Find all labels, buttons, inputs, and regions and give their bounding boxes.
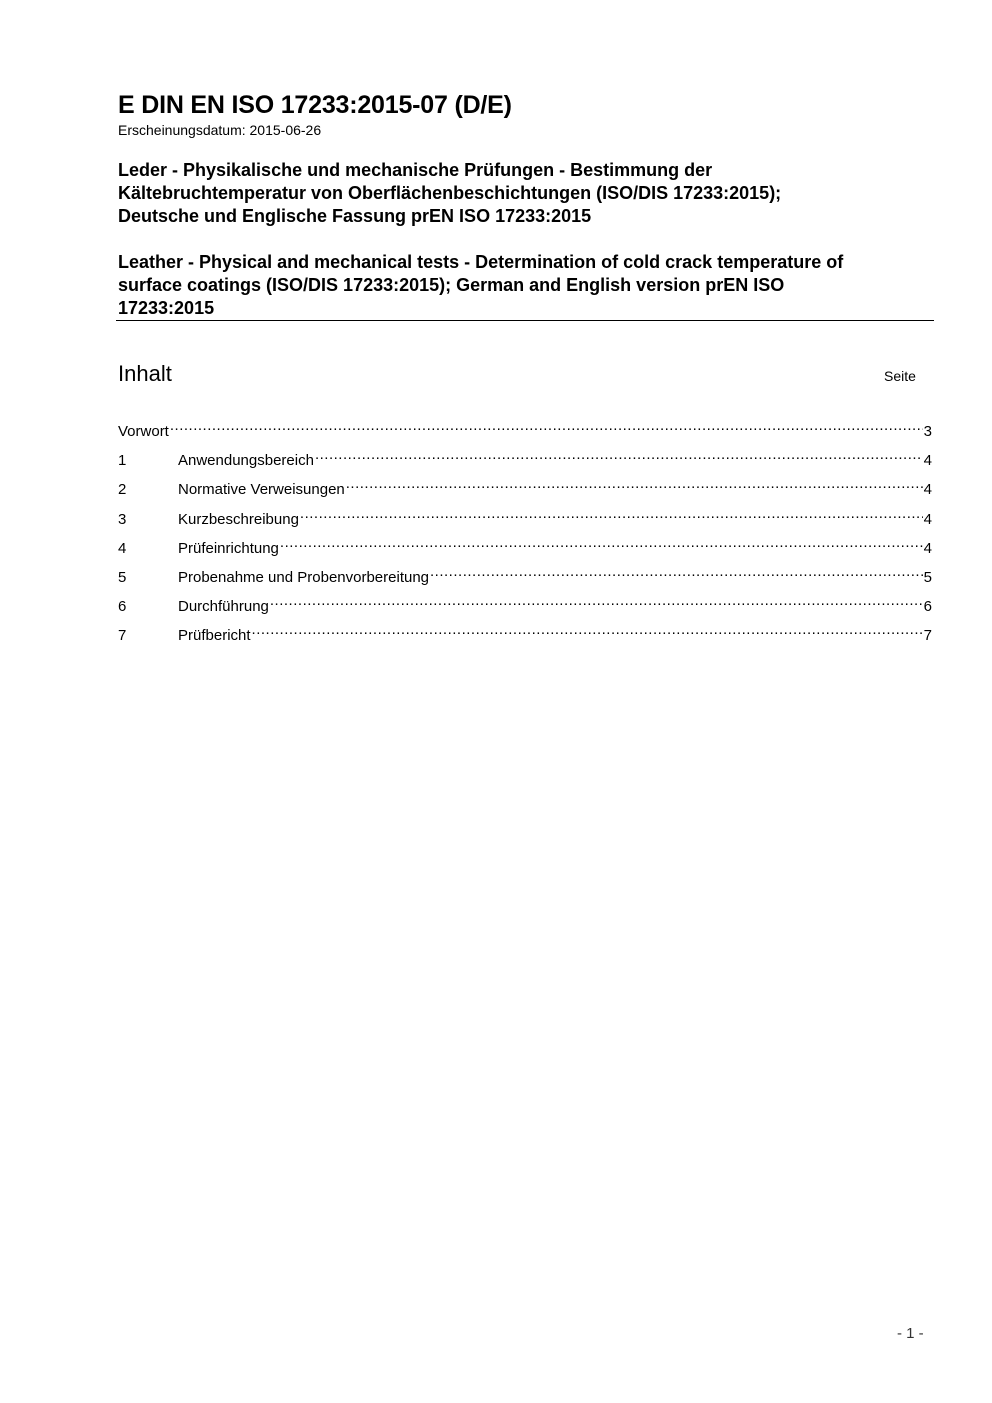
toc-entry-6[interactable] <box>118 591 932 620</box>
publication-date: Erscheinungsdatum: 2015-06-26 <box>118 122 322 138</box>
toc-page-label: Seite <box>884 368 916 384</box>
toc-leader-dots <box>314 445 923 465</box>
title-german-line: Leder - Physikalische und mechanische Prüfungen - Bestimmung der <box>118 160 713 180</box>
toc-entry-page: 3 <box>923 423 932 440</box>
toc-entry-page: 4 <box>923 481 932 499</box>
title-german-line: Kältebruchtemperatur von Oberflächenbeschichtungen (ISO/DIS 17233:2015); <box>118 183 782 203</box>
header-divider <box>116 320 934 321</box>
toc-entry-title: Vorwort <box>118 423 169 440</box>
toc-entry-number: 6 <box>118 598 127 616</box>
toc-entry-3[interactable] <box>118 504 932 533</box>
toc-entry-title: Normative Verweisungen <box>178 481 345 499</box>
toc-leader-dots <box>429 562 923 582</box>
title-english-line: 17233:2015 <box>118 298 215 318</box>
toc-leader-dots <box>251 620 923 640</box>
toc-entry-page: 6 <box>923 598 932 616</box>
toc-entry-number: 2 <box>118 481 127 499</box>
title-english-line: Leather - Physical and mechanical tests - Determination of cold crack temperature of <box>118 252 844 272</box>
toc-leader-dots <box>299 504 923 524</box>
toc-entry-title: Prüfbericht <box>178 627 251 645</box>
toc-entry-page: 4 <box>923 539 932 557</box>
toc-leader-dots <box>169 416 923 436</box>
toc-entry-number: 5 <box>118 568 127 586</box>
toc-entry-5[interactable] <box>118 562 932 591</box>
toc-entry-title: Anwendungsbereich <box>178 452 314 470</box>
toc-entry-title: Prüfeinrichtung <box>178 539 279 557</box>
toc-entry-title: Probenahme und Probenvorbereitung <box>178 568 430 586</box>
toc-entry-page: 4 <box>923 510 932 528</box>
document-id: E DIN EN ISO 17233:2015-07 (D/E) <box>118 91 512 119</box>
toc-entry-title: Durchführung <box>178 598 269 616</box>
toc-leader-dots <box>269 591 923 611</box>
toc-entry-2[interactable] <box>118 474 932 503</box>
toc-entry-4[interactable] <box>118 533 932 562</box>
title-german-line: Deutsche und Englische Fassung prEN ISO 17233:2015 <box>118 206 592 226</box>
toc-entry-number: 3 <box>118 510 127 528</box>
toc-entry-number: 7 <box>118 627 127 645</box>
title-english-line: surface coatings (ISO/DIS 17233:2015); German and English version prEN ISO <box>118 275 785 295</box>
table-of-contents <box>118 416 932 650</box>
toc-entry-number: 4 <box>118 539 127 557</box>
title-german <box>118 159 938 228</box>
toc-entry-page: 7 <box>923 627 932 645</box>
toc-entry-title: Kurzbeschreibung <box>178 510 299 528</box>
title-english <box>118 251 938 320</box>
toc-leader-dots <box>279 533 923 553</box>
toc-heading: Inhalt <box>118 361 172 386</box>
toc-entry-page: 4 <box>923 452 932 470</box>
toc-entry-7[interactable] <box>118 620 932 649</box>
toc-entry-vorwort[interactable] <box>118 416 932 445</box>
toc-entry-page: 5 <box>923 568 932 586</box>
page-number: - 1 - <box>897 1325 924 1342</box>
toc-leader-dots <box>345 474 923 494</box>
toc-entry-1[interactable] <box>118 445 932 474</box>
toc-entry-number: 1 <box>118 452 127 470</box>
